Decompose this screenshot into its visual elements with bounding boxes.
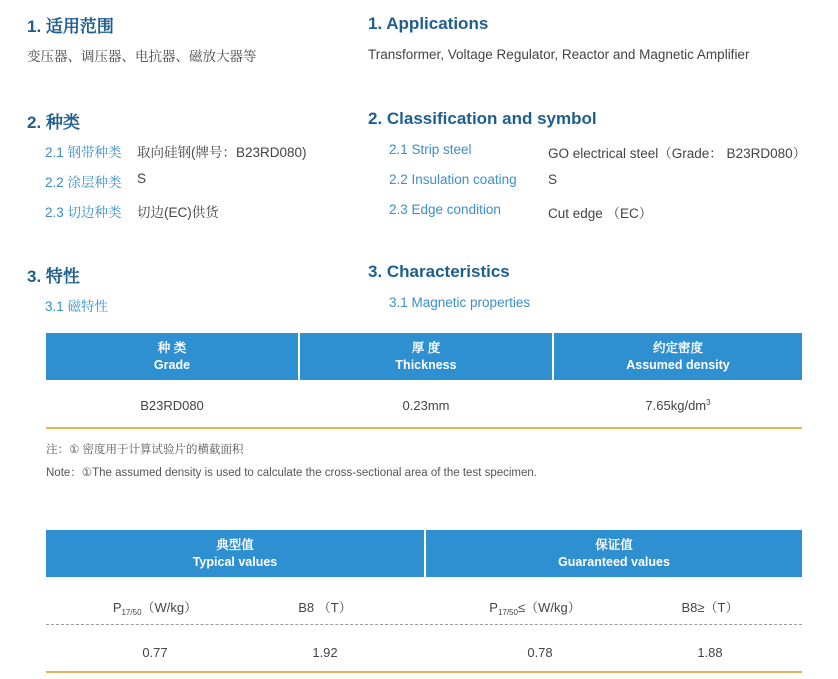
table1-cell-density-sup: 3 <box>706 398 711 407</box>
table2-val-b8-typical: 1.92 <box>312 645 338 660</box>
item-2-2-label-cn: 2.2 涂层种类 <box>45 175 122 190</box>
p-symbol: P <box>112 600 122 615</box>
item-2-1-value-en: GO electrical steel（Grade： B23RD080） <box>548 146 807 161</box>
table1-header-density-en: Assumed density <box>626 357 730 372</box>
item-2-3-value-cn: 切边(EC)供货 <box>137 205 219 220</box>
p-subscript-g: 17/50 <box>497 608 518 617</box>
section-3-title-en: 3. Characteristics <box>368 262 510 281</box>
table2-val-p-guaranteed: 0.78 <box>527 645 553 660</box>
table2-dashed-rule <box>46 624 802 625</box>
table2-header-guaranteed-cn: 保证值 <box>595 537 633 552</box>
section-1-title-cn: 1. 适用范围 <box>27 17 114 36</box>
note-cn: 注：① 密度用于计算试验片的横截面积 <box>46 444 244 456</box>
table2-header-guaranteed-en: Guaranteed values <box>558 554 670 569</box>
section-1-text-cn: 变压器、调压器、电抗器、磁放大器等 <box>27 49 257 64</box>
table2-val-b8-guaranteed: 1.88 <box>697 645 723 660</box>
section-3-1-sub-cn: 3.1 磁特性 <box>45 299 109 314</box>
item-2-1-label-en: 2.1 Strip steel <box>389 142 472 157</box>
table2-header-guaranteed <box>426 530 802 577</box>
p-typical-unit: （W/kg） <box>141 600 198 615</box>
section-1-title-en: 1. Applications <box>368 14 489 33</box>
p-subscript: 17/50 <box>121 608 142 617</box>
item-2-3-label-en: 2.3 Edge condition <box>389 202 501 217</box>
table2-header-typical-en: Typical values <box>192 554 278 569</box>
item-2-2-value-cn: S <box>137 171 147 186</box>
table1-header-thickness-en: Thickness <box>395 357 457 372</box>
table2-bottom-rule <box>46 671 802 673</box>
table1-header-grade <box>46 333 298 380</box>
item-2-2-label-en: 2.2 Insulation coating <box>389 172 517 187</box>
table1-header-thickness-cn: 厚 度 <box>411 340 441 355</box>
table1-header-density <box>554 333 802 380</box>
table1-header-thickness <box>300 333 552 380</box>
p-guaranteed-unit: ≤（W/kg） <box>517 600 581 615</box>
table2-sub-b8-guaranteed: B8≥（T） <box>681 600 739 615</box>
section-3-1-sub-en: 3.1 Magnetic properties <box>389 295 531 310</box>
section-2-title-en: 2. Classification and symbol <box>368 109 597 128</box>
section-2-title-cn: 2. 种类 <box>27 113 80 132</box>
section-3-title-cn: 3. 特性 <box>27 267 80 286</box>
table1-header <box>46 333 802 380</box>
table2-sub-p-typical <box>65 597 245 617</box>
table2-sub-p-guaranteed <box>445 597 625 617</box>
p-symbol-g: P <box>489 600 498 615</box>
section-1-text-en: Transformer, Voltage Regulator, Reactor and Magnetic Amplifier <box>368 47 750 62</box>
table1-header-grade-cn: 种 类 <box>157 340 187 355</box>
table1-cell-grade: B23RD080 <box>140 398 204 413</box>
table1-cell-density <box>554 398 802 413</box>
item-2-1-label-cn: 2.1 钢带种类 <box>45 145 122 160</box>
table2-val-p-typical: 0.77 <box>142 645 168 660</box>
item-2-3-value-en: Cut edge （EC） <box>548 206 653 221</box>
item-2-1-value-cn: 取向硅钢(牌号：B23RD080) <box>137 145 307 160</box>
table1-header-density-cn: 约定密度 <box>652 340 703 355</box>
item-2-2-value-en: S <box>548 172 558 187</box>
table1-cell-thickness: 0.23mm <box>402 398 450 413</box>
note-en: Note：①The assumed density is used to calculate the cross-sectional area of the test specimen. <box>46 467 537 479</box>
table2-sub-b8-typical: B8 （T） <box>298 600 352 615</box>
table1-cell-density-value: 7.65kg/dm <box>645 398 707 413</box>
item-2-3-label-cn: 2.3 切边种类 <box>45 205 122 220</box>
table2-header <box>46 530 802 577</box>
table1-header-grade-en: Grade <box>153 357 191 372</box>
table2-header-typical-cn: 典型值 <box>216 537 254 552</box>
table1-bottom-rule <box>46 427 802 429</box>
table2-header-typical <box>46 530 424 577</box>
